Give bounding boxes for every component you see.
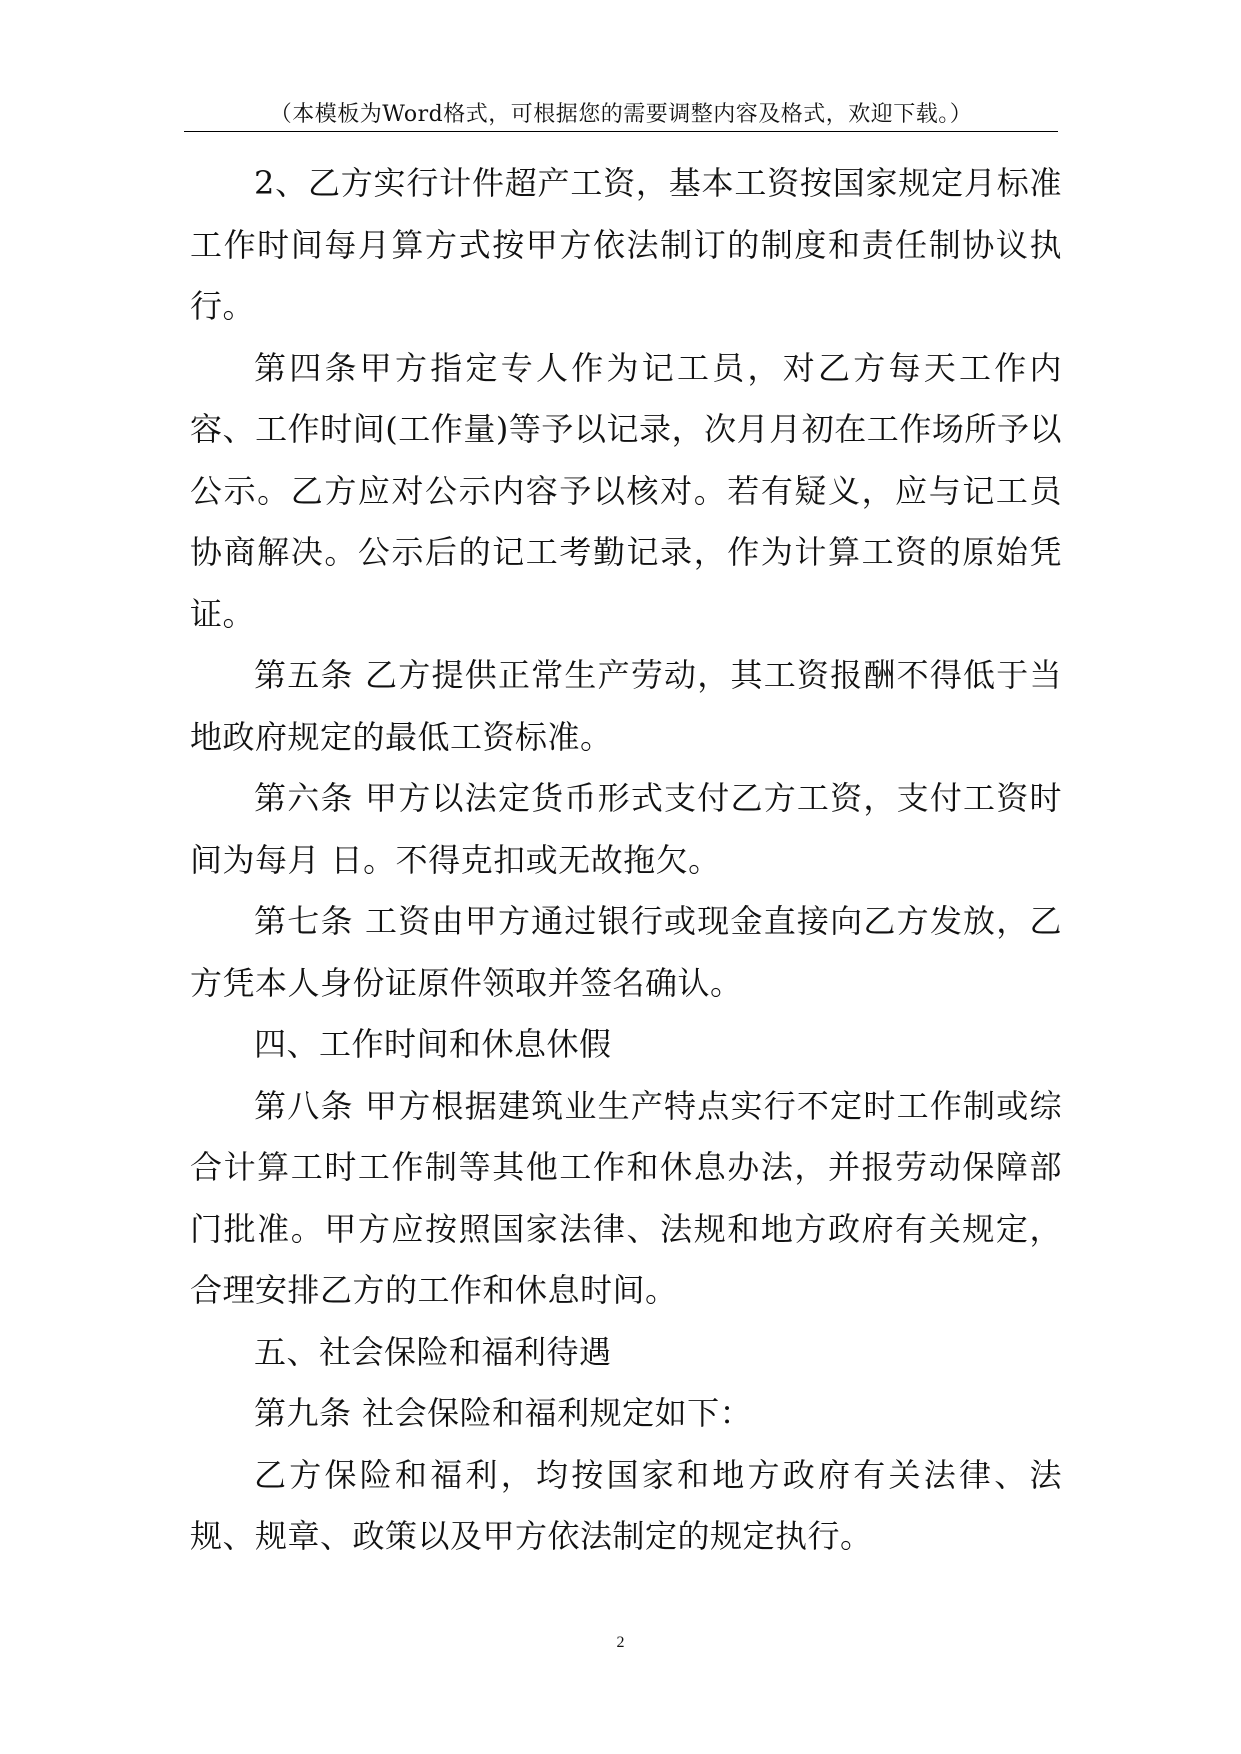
section-heading-working-hours: 四、工作时间和休息休假 — [254, 1025, 612, 1063]
paragraph-article-9: 第九条 社会保险和福利规定如下： — [254, 1394, 753, 1432]
section-heading-social-insurance: 五、社会保险和福利待遇 — [254, 1332, 612, 1371]
paragraph-article-5: 第五条 乙方提供正常生产劳动，其工资报酬不得低于当地政府规定的最低工资标准。 — [190, 656, 1062, 756]
paragraph-insurance-welfare: 乙方保险和福利，均按国家和地方政府有关法律、法规、规章、政策以及甲方依法制定的规定执行。 — [190, 1455, 1062, 1555]
paragraph-article-7: 第七条 工资由甲方通过银行或现金直接向乙方发放，乙方凭本人身份证原件领取并签名确认。 — [190, 902, 1062, 1002]
header-note: （本模板为Word格式，可根据您的需要调整内容及格式，欢迎下载。） — [269, 102, 973, 127]
document-body — [190, 153, 1062, 1568]
paragraph-wage-piecework: 2、乙方实行计件超产工资，基本工资按国家规定月标准工作时间每月算方式按甲方依法制订的制度和责任制协议执行。 — [190, 164, 1062, 325]
paragraph-article-4: 第四条甲方指定专人作为记工员，对乙方每天工作内容、工作时间(工作量)等予以记录，次月月初在工作场所予以公示。乙方应对公示内容予以核对。若有疑义，应与记工员协商解决。公示后的记工考勤记录，作为计算工资的原始凭证。 — [190, 348, 1062, 633]
paragraph-article-6: 第六条 甲方以法定货币形式支付乙方工资，支付工资时间为每月 日。不得克扣或无故拖欠。 — [190, 779, 1062, 879]
header-divider — [184, 131, 1058, 132]
paragraph-article-8: 第八条 甲方根据建筑业生产特点实行不定时工作制或综合计算工时工作制等其他工作和休息办法，并报劳动保障部门批准。甲方应按照国家法律、法规和地方政府有关规定，合理安排乙方的工作和休息时间。 — [190, 1086, 1062, 1309]
page-number: 2 — [616, 1634, 625, 1651]
